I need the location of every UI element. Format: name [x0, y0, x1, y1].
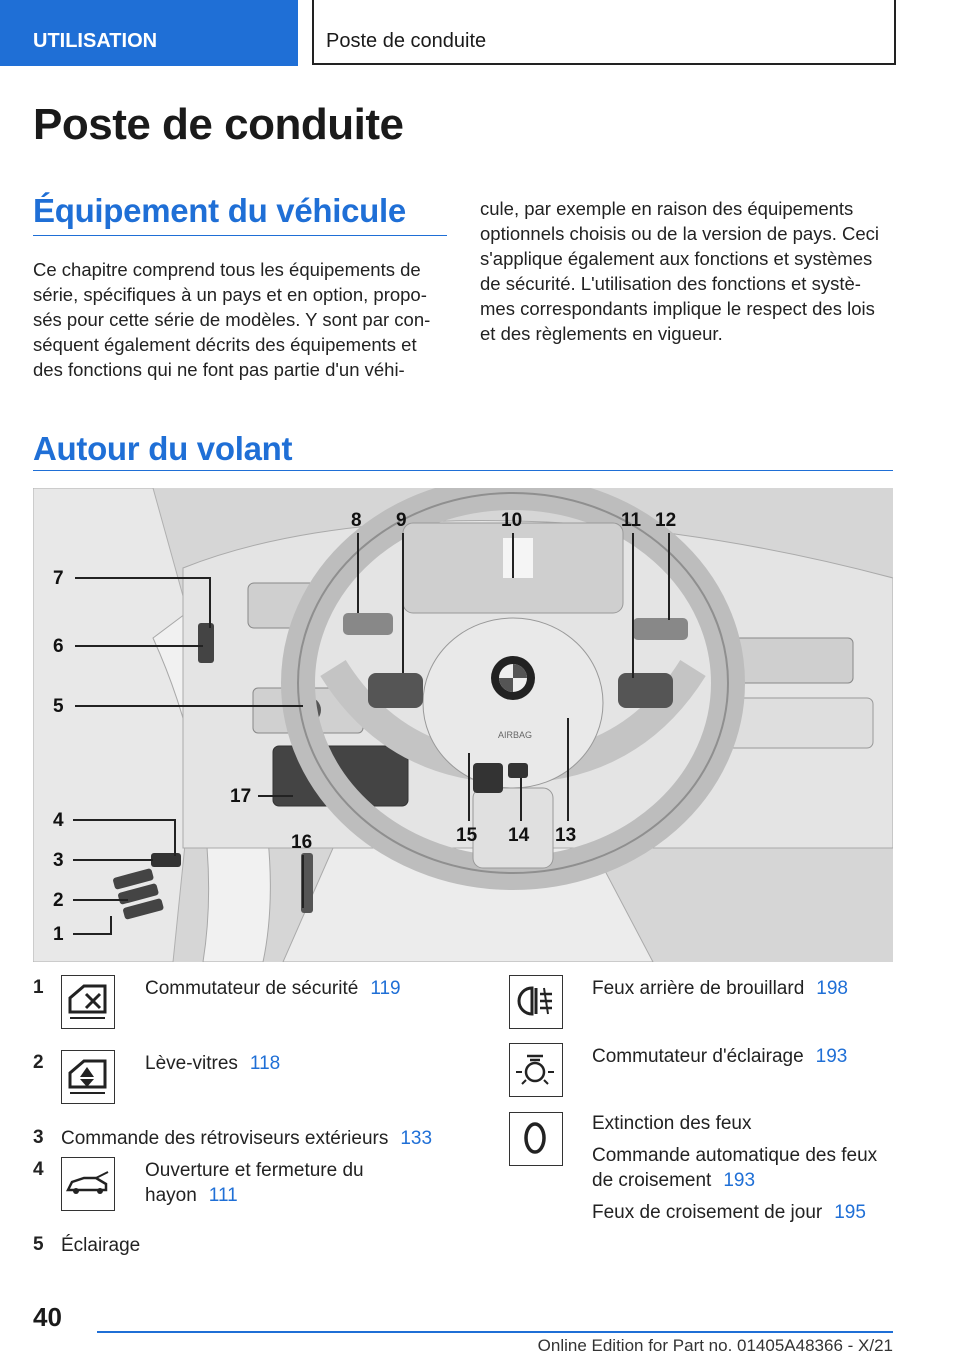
legend-text: hayon	[145, 1185, 197, 1206]
rear-fog-light-icon	[509, 975, 563, 1029]
callout-8: 8	[351, 510, 362, 531]
callout-11: 11	[621, 510, 642, 531]
callout-5: 5	[53, 696, 64, 717]
legend-text: Commande automatique des feux	[592, 1145, 878, 1166]
page-link[interactable]: 119	[370, 978, 401, 999]
light-switch-icon	[509, 1043, 563, 1097]
section-heading-steering: Autour du volant	[33, 430, 293, 467]
callout-10: 10	[501, 510, 523, 531]
callout-14: 14	[508, 825, 530, 846]
callout-7: 7	[53, 568, 64, 589]
section-rule	[33, 470, 893, 471]
footer-edition: Online Edition for Part no. 01405A48366 - X/21	[537, 1336, 893, 1355]
child-lock-window-icon	[61, 975, 115, 1029]
page-link[interactable]: 193	[815, 1046, 848, 1067]
callout-6: 6	[53, 636, 64, 657]
cockpit-illustration	[33, 488, 893, 962]
section-tab: UTILISATION	[0, 0, 298, 66]
page-link[interactable]: 198	[816, 978, 848, 999]
callout-12: 12	[655, 510, 677, 531]
lights-off-icon	[509, 1112, 563, 1166]
legend-right	[509, 975, 899, 1235]
callout-4: 4	[53, 810, 64, 831]
callout-15: 15	[456, 825, 478, 846]
legend-left: 1 Commutateur de sécurité 119 2 Lève-vitres 118 3 Commande des rétroviseurs extérieurs 133 4 Ouverture et fermeture du hayon 111 5 Éclairage	[33, 975, 463, 1265]
legend-text: Lève-vitres	[145, 1053, 238, 1074]
callout-1: 1	[53, 924, 64, 945]
section-rule	[33, 235, 447, 236]
power-window-icon	[61, 1050, 115, 1104]
callout-16: 16	[291, 832, 313, 853]
legend-text: Feux arrière de brouillard	[592, 978, 805, 999]
intro-column-1: Ce chapitre comprend tous les équipements de série, spécifiques à un pays et en option, propo- sés pour cette série de modèles. Y sont par con- séquent également décrits des équipements et des fonctions qui ne font pas partie d'un véhi-	[33, 259, 431, 380]
legend-text: de croisement	[592, 1170, 712, 1191]
legend-text: Feux de croisement de jour	[592, 1202, 823, 1223]
callout-2: 2	[53, 890, 64, 911]
page-link[interactable]: 193	[723, 1170, 756, 1191]
callout-3: 3	[53, 850, 64, 871]
legend-text: Commutateur d'éclairage	[592, 1046, 804, 1067]
chapter-header: Poste de conduite	[312, 0, 896, 65]
legend-text: Éclairage	[61, 1235, 141, 1256]
page-link[interactable]: 118	[249, 1053, 281, 1074]
callout-17: 17	[230, 786, 252, 807]
tailgate-icon	[61, 1157, 115, 1211]
callout-13: 13	[555, 825, 577, 846]
callout-9: 9	[396, 510, 407, 531]
legend-text: Extinction des feux	[592, 1113, 752, 1134]
intro-column-2: cule, par exemple en raison des équipements optionnels choisis ou de la version de pays. Ceci s'applique également aux fonctions et systèmes de sécurité. L'utilisation des fonctions et systè- mes correspondants implique le respect des lois et des règlements en vigueur.	[480, 198, 880, 344]
page-link[interactable]: 133	[400, 1128, 433, 1149]
footer-rule	[97, 1331, 893, 1333]
page-link[interactable]: 195	[834, 1202, 866, 1223]
legend-text: Ouverture et fermeture du	[145, 1160, 364, 1181]
legend-text: Commande des rétroviseurs extérieurs	[61, 1128, 389, 1149]
legend-text: Commutateur de sécurité	[145, 978, 359, 999]
page-link[interactable]: 111	[208, 1185, 238, 1206]
section-heading-equipment: Équipement du véhicule	[33, 192, 406, 229]
page-title: Poste de conduite	[33, 100, 404, 149]
page-number: 40	[33, 1302, 62, 1332]
airbag-label: AIRBAG	[497, 730, 533, 740]
